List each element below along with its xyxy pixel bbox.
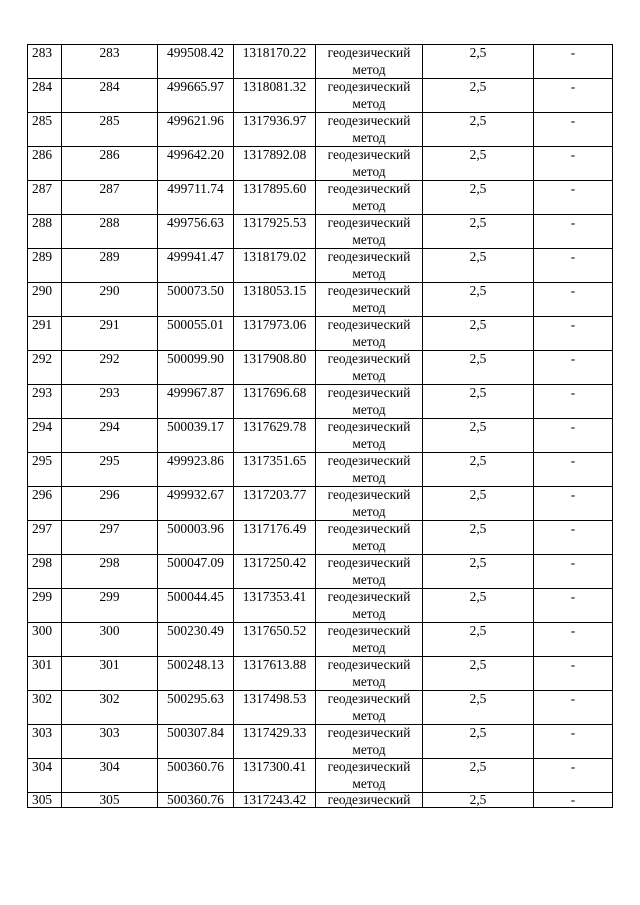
row-number-cell: 297 — [28, 521, 62, 555]
x-coordinate-cell: 499932.67 — [158, 487, 234, 521]
coordinates-table — [27, 44, 613, 808]
x-coordinate-cell: 500360.76 — [158, 759, 234, 793]
method-line-1: геодезический — [327, 589, 411, 604]
accuracy-cell: 2,5 — [423, 419, 534, 453]
accuracy-cell: 2,5 — [423, 385, 534, 419]
description-cell: - — [534, 79, 613, 113]
y-coordinate-cell: 1317300.41 — [234, 759, 316, 793]
y-coordinate-cell: 1317696.68 — [234, 385, 316, 419]
table-row — [28, 147, 613, 181]
row-number-cell: 284 — [28, 79, 62, 113]
row-number-cell: 288 — [28, 215, 62, 249]
point-id-cell: 285 — [62, 113, 158, 147]
method-line-1: геодезический — [327, 317, 411, 332]
method-line-1: геодезический — [327, 453, 411, 468]
accuracy-cell: 2,5 — [423, 351, 534, 385]
table-row — [28, 45, 613, 79]
row-number-cell: 302 — [28, 691, 62, 725]
description-cell: - — [534, 623, 613, 657]
description-cell: - — [534, 589, 613, 623]
method-line-1: геодезический — [327, 79, 411, 94]
method-cell — [316, 725, 423, 759]
point-id-cell: 304 — [62, 759, 158, 793]
table-row — [28, 555, 613, 589]
accuracy-cell: 2,5 — [423, 249, 534, 283]
x-coordinate-cell: 499508.42 — [158, 45, 234, 79]
row-number-cell: 304 — [28, 759, 62, 793]
method-line-2: метод — [352, 333, 386, 349]
point-id-cell: 299 — [62, 589, 158, 623]
description-cell: - — [534, 113, 613, 147]
method-line-1: геодезический — [327, 385, 411, 400]
method-cell — [316, 249, 423, 283]
row-number-cell: 298 — [28, 555, 62, 589]
x-coordinate-cell: 500055.01 — [158, 317, 234, 351]
y-coordinate-cell: 1317629.78 — [234, 419, 316, 453]
point-id-cell: 283 — [62, 45, 158, 79]
method-cell — [316, 555, 423, 589]
point-id-cell: 292 — [62, 351, 158, 385]
row-number-cell: 287 — [28, 181, 62, 215]
x-coordinate-cell: 500295.63 — [158, 691, 234, 725]
method-line-1: геодезический — [327, 792, 411, 807]
row-number-cell: 296 — [28, 487, 62, 521]
method-line-2: метод — [352, 367, 386, 383]
accuracy-cell: 2,5 — [423, 147, 534, 181]
y-coordinate-cell: 1317176.49 — [234, 521, 316, 555]
method-cell — [316, 521, 423, 555]
row-number-cell: 300 — [28, 623, 62, 657]
table-row — [28, 283, 613, 317]
row-number-cell: 285 — [28, 113, 62, 147]
x-coordinate-cell: 500248.13 — [158, 657, 234, 691]
row-number-cell: 305 — [28, 793, 62, 808]
y-coordinate-cell: 1317498.53 — [234, 691, 316, 725]
description-cell: - — [534, 759, 613, 793]
method-line-1: геодезический — [327, 691, 411, 706]
x-coordinate-cell: 500047.09 — [158, 555, 234, 589]
row-number-cell: 283 — [28, 45, 62, 79]
table-row — [28, 521, 613, 555]
point-id-cell: 302 — [62, 691, 158, 725]
method-line-1: геодезический — [327, 249, 411, 264]
description-cell: - — [534, 555, 613, 589]
description-cell: - — [534, 181, 613, 215]
accuracy-cell: 2,5 — [423, 283, 534, 317]
row-number-cell: 293 — [28, 385, 62, 419]
method-cell — [316, 691, 423, 725]
method-line-1: геодезический — [327, 113, 411, 128]
method-cell — [316, 113, 423, 147]
method-cell — [316, 793, 423, 808]
method-cell — [316, 317, 423, 351]
row-number-cell: 294 — [28, 419, 62, 453]
method-line-2: метод — [352, 537, 386, 553]
row-number-cell: 291 — [28, 317, 62, 351]
method-cell — [316, 215, 423, 249]
method-line-1: геодезический — [327, 45, 411, 60]
description-cell: - — [534, 351, 613, 385]
y-coordinate-cell: 1317613.88 — [234, 657, 316, 691]
accuracy-cell: 2,5 — [423, 793, 534, 808]
point-id-cell: 301 — [62, 657, 158, 691]
method-cell — [316, 453, 423, 487]
table-row — [28, 385, 613, 419]
method-cell — [316, 283, 423, 317]
method-line-2: метод — [352, 741, 386, 757]
method-cell — [316, 147, 423, 181]
method-cell — [316, 79, 423, 113]
point-id-cell: 294 — [62, 419, 158, 453]
row-number-cell: 299 — [28, 589, 62, 623]
table-row — [28, 759, 613, 793]
point-id-cell: 293 — [62, 385, 158, 419]
y-coordinate-cell: 1318179.02 — [234, 249, 316, 283]
method-line-1: геодезический — [327, 657, 411, 672]
accuracy-cell: 2,5 — [423, 589, 534, 623]
table-row — [28, 589, 613, 623]
method-line-2: метод — [352, 571, 386, 587]
method-line-1: геодезический — [327, 759, 411, 774]
x-coordinate-cell: 500230.49 — [158, 623, 234, 657]
method-line-1: геодезический — [327, 725, 411, 740]
point-id-cell: 284 — [62, 79, 158, 113]
accuracy-cell: 2,5 — [423, 45, 534, 79]
method-cell — [316, 385, 423, 419]
y-coordinate-cell: 1318081.32 — [234, 79, 316, 113]
y-coordinate-cell: 1317650.52 — [234, 623, 316, 657]
point-id-cell: 298 — [62, 555, 158, 589]
method-line-1: геодезический — [327, 215, 411, 230]
method-cell — [316, 657, 423, 691]
method-line-2: метод — [352, 639, 386, 655]
point-id-cell: 291 — [62, 317, 158, 351]
point-id-cell: 290 — [62, 283, 158, 317]
x-coordinate-cell: 500360.76 — [158, 793, 234, 808]
method-line-2: метод — [352, 129, 386, 145]
method-line-2: метод — [352, 265, 386, 281]
description-cell: - — [534, 453, 613, 487]
point-id-cell: 297 — [62, 521, 158, 555]
accuracy-cell: 2,5 — [423, 555, 534, 589]
x-coordinate-cell: 499941.47 — [158, 249, 234, 283]
method-cell — [316, 351, 423, 385]
method-line-2: метод — [352, 707, 386, 723]
row-number-cell: 286 — [28, 147, 62, 181]
table-row — [28, 317, 613, 351]
accuracy-cell: 2,5 — [423, 623, 534, 657]
point-id-cell: 305 — [62, 793, 158, 808]
description-cell: - — [534, 249, 613, 283]
method-line-2: метод — [352, 163, 386, 179]
accuracy-cell: 2,5 — [423, 691, 534, 725]
description-cell: - — [534, 385, 613, 419]
table-row — [28, 691, 613, 725]
accuracy-cell: 2,5 — [423, 759, 534, 793]
method-line-2: метод — [352, 503, 386, 519]
x-coordinate-cell: 500003.96 — [158, 521, 234, 555]
accuracy-cell: 2,5 — [423, 79, 534, 113]
accuracy-cell: 2,5 — [423, 453, 534, 487]
method-line-2: метод — [352, 775, 386, 791]
table-row — [28, 113, 613, 147]
accuracy-cell: 2,5 — [423, 725, 534, 759]
accuracy-cell: 2,5 — [423, 317, 534, 351]
point-id-cell: 296 — [62, 487, 158, 521]
method-line-2: метод — [352, 605, 386, 621]
method-line-1: геодезический — [327, 351, 411, 366]
method-cell — [316, 419, 423, 453]
y-coordinate-cell: 1317429.33 — [234, 725, 316, 759]
description-cell: - — [534, 283, 613, 317]
x-coordinate-cell: 499967.87 — [158, 385, 234, 419]
table-row — [28, 453, 613, 487]
y-coordinate-cell: 1317351.65 — [234, 453, 316, 487]
method-line-1: геодезический — [327, 283, 411, 298]
method-line-1: геодезический — [327, 521, 411, 536]
point-id-cell: 289 — [62, 249, 158, 283]
method-cell — [316, 45, 423, 79]
description-cell: - — [534, 657, 613, 691]
row-number-cell: 290 — [28, 283, 62, 317]
method-cell — [316, 589, 423, 623]
table-row — [28, 419, 613, 453]
x-coordinate-cell: 500073.50 — [158, 283, 234, 317]
x-coordinate-cell: 500039.17 — [158, 419, 234, 453]
description-cell: - — [534, 521, 613, 555]
row-number-cell: 292 — [28, 351, 62, 385]
method-cell — [316, 623, 423, 657]
y-coordinate-cell: 1317936.97 — [234, 113, 316, 147]
y-coordinate-cell: 1318170.22 — [234, 45, 316, 79]
method-line-1: геодезический — [327, 147, 411, 162]
row-number-cell: 295 — [28, 453, 62, 487]
description-cell: - — [534, 317, 613, 351]
point-id-cell: 287 — [62, 181, 158, 215]
description-cell: - — [534, 45, 613, 79]
accuracy-cell: 2,5 — [423, 113, 534, 147]
table-row — [28, 181, 613, 215]
table-row — [28, 249, 613, 283]
accuracy-cell: 2,5 — [423, 521, 534, 555]
x-coordinate-cell: 499621.96 — [158, 113, 234, 147]
point-id-cell: 295 — [62, 453, 158, 487]
y-coordinate-cell: 1317892.08 — [234, 147, 316, 181]
y-coordinate-cell: 1317925.53 — [234, 215, 316, 249]
x-coordinate-cell: 499711.74 — [158, 181, 234, 215]
y-coordinate-cell: 1317243.42 — [234, 793, 316, 808]
method-line-1: геодезический — [327, 555, 411, 570]
table-row — [28, 487, 613, 521]
table-row — [28, 793, 613, 808]
row-number-cell: 301 — [28, 657, 62, 691]
y-coordinate-cell: 1317250.42 — [234, 555, 316, 589]
method-line-2: метод — [352, 95, 386, 111]
description-cell: - — [534, 725, 613, 759]
method-line-1: геодезический — [327, 181, 411, 196]
point-id-cell: 300 — [62, 623, 158, 657]
description-cell: - — [534, 487, 613, 521]
method-line-1: геодезический — [327, 623, 411, 638]
description-cell: - — [534, 691, 613, 725]
table-row — [28, 215, 613, 249]
description-cell: - — [534, 215, 613, 249]
table-row — [28, 623, 613, 657]
description-cell: - — [534, 793, 613, 808]
table-row — [28, 657, 613, 691]
point-id-cell: 288 — [62, 215, 158, 249]
y-coordinate-cell: 1317203.77 — [234, 487, 316, 521]
x-coordinate-cell: 500099.90 — [158, 351, 234, 385]
row-number-cell: 289 — [28, 249, 62, 283]
y-coordinate-cell: 1317973.06 — [234, 317, 316, 351]
method-line-2: метод — [352, 401, 386, 417]
table-row — [28, 79, 613, 113]
accuracy-cell: 2,5 — [423, 215, 534, 249]
description-cell: - — [534, 419, 613, 453]
description-cell: - — [534, 147, 613, 181]
table-body — [28, 45, 613, 808]
method-line-2: метод — [352, 61, 386, 77]
method-line-2: метод — [352, 299, 386, 315]
x-coordinate-cell: 499665.97 — [158, 79, 234, 113]
method-cell — [316, 181, 423, 215]
x-coordinate-cell: 499923.86 — [158, 453, 234, 487]
method-line-2: метод — [352, 435, 386, 451]
point-id-cell: 286 — [62, 147, 158, 181]
y-coordinate-cell: 1317908.80 — [234, 351, 316, 385]
method-line-2: метод — [352, 673, 386, 689]
y-coordinate-cell: 1318053.15 — [234, 283, 316, 317]
x-coordinate-cell: 499756.63 — [158, 215, 234, 249]
row-number-cell: 303 — [28, 725, 62, 759]
x-coordinate-cell: 500307.84 — [158, 725, 234, 759]
x-coordinate-cell: 499642.20 — [158, 147, 234, 181]
accuracy-cell: 2,5 — [423, 487, 534, 521]
x-coordinate-cell: 500044.45 — [158, 589, 234, 623]
method-cell — [316, 487, 423, 521]
method-line-2: метод — [352, 469, 386, 485]
y-coordinate-cell: 1317353.41 — [234, 589, 316, 623]
accuracy-cell: 2,5 — [423, 181, 534, 215]
accuracy-cell: 2,5 — [423, 657, 534, 691]
method-line-1: геодезический — [327, 419, 411, 434]
table-row — [28, 725, 613, 759]
point-id-cell: 303 — [62, 725, 158, 759]
method-cell — [316, 759, 423, 793]
method-line-2: метод — [352, 231, 386, 247]
y-coordinate-cell: 1317895.60 — [234, 181, 316, 215]
table-row — [28, 351, 613, 385]
method-line-1: геодезический — [327, 487, 411, 502]
method-line-2: метод — [352, 197, 386, 213]
